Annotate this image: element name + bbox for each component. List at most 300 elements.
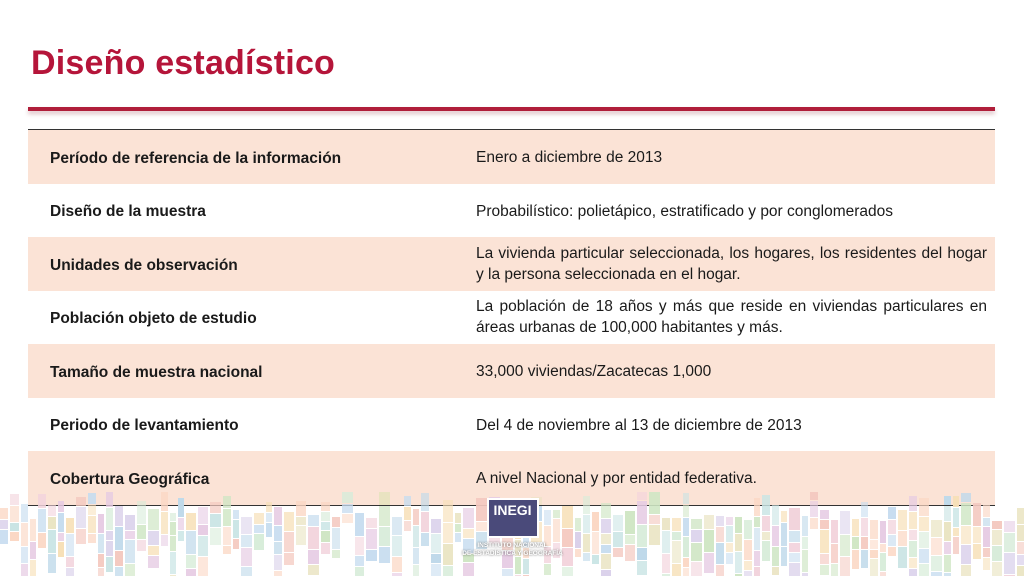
pattern-bar [583, 496, 590, 514]
inegi-logo [455, 498, 570, 574]
pattern-bar [332, 517, 340, 527]
pattern-bar [762, 532, 770, 540]
row-value: Enero a diciembre de 2013 [476, 149, 663, 167]
pattern-bar [223, 496, 231, 508]
pattern-bar [366, 529, 377, 549]
row-value: La población de 18 años y más que reside en viviendas particulares en áreas urbanas de 100,000 habitantes y más. [476, 298, 987, 337]
pattern-bar [919, 517, 929, 531]
pattern-bar [992, 546, 1002, 561]
pattern-bar [321, 502, 330, 511]
pattern-bar [744, 540, 752, 560]
pattern-bar [10, 532, 19, 541]
pattern-bar [355, 556, 364, 566]
pattern-bar [274, 526, 282, 541]
pattern-bar [583, 534, 590, 552]
pattern-bar [592, 532, 599, 554]
pattern-bar [983, 518, 990, 526]
pattern-bar [66, 518, 74, 533]
row-value: Del 4 de noviembre al 13 de diciembre de 2013 [476, 416, 802, 434]
pattern-bar [919, 498, 929, 516]
pattern-bar [137, 501, 146, 524]
pattern-bar [431, 519, 441, 533]
pattern-bar [662, 531, 670, 553]
pattern-bar [840, 511, 850, 534]
pattern-bar [716, 516, 724, 526]
pattern-bar [789, 543, 800, 552]
row-label: Diseño de la muestra [50, 203, 206, 221]
pattern-bar [613, 532, 623, 547]
pattern-bar [76, 497, 86, 506]
pattern-bar [170, 522, 176, 535]
pattern-bar [115, 527, 123, 550]
pattern-bar [98, 534, 104, 553]
pattern-bar [413, 548, 419, 564]
pattern-bar [704, 515, 714, 529]
pattern-bar [66, 534, 74, 556]
pattern-bar [296, 517, 306, 525]
pattern-bar [820, 565, 829, 575]
pattern-bar [716, 543, 724, 564]
title-divider [28, 107, 995, 111]
row-label: Tamaño de muestra nacional [50, 363, 263, 381]
pattern-bar [953, 528, 959, 536]
pattern-bar [870, 550, 878, 558]
row-value: 33,000 viviendas/Zacatecas 1,000 [476, 363, 712, 381]
pattern-bar [125, 540, 135, 563]
pattern-bar [58, 542, 64, 557]
pattern-bar [198, 557, 208, 576]
pattern-bar [683, 505, 689, 517]
pattern-bar [944, 496, 951, 505]
pattern-bar [726, 517, 733, 525]
pattern-bar [161, 512, 168, 534]
pattern-bar [726, 526, 733, 542]
pattern-bar [613, 548, 623, 557]
pattern-bar [321, 512, 330, 521]
pattern-bar [1017, 542, 1024, 554]
pattern-bar [137, 525, 146, 539]
pattern-bar [21, 547, 28, 563]
pattern-bar [106, 541, 113, 556]
logo-mark: INEGI [487, 498, 539, 538]
pattern-bar [413, 565, 419, 576]
pattern-bar [404, 521, 411, 531]
pattern-bar [840, 557, 850, 576]
pattern-bar [1017, 566, 1024, 576]
pattern-bar [1017, 555, 1024, 565]
pattern-bar [601, 554, 611, 569]
pattern-bar [404, 496, 411, 506]
pattern-bar [254, 525, 264, 533]
pattern-bar [115, 567, 123, 576]
logo-line-2: DE ESTADÍSTICA Y GEOGRAFÍA [462, 550, 563, 557]
pattern-bar [704, 553, 714, 573]
row-label: Periodo de levantamiento [50, 417, 239, 435]
pattern-bar [10, 494, 19, 505]
pattern-bar [379, 547, 390, 563]
pattern-bar [662, 518, 670, 530]
pattern-bar [106, 531, 113, 540]
design-table [28, 129, 995, 506]
pattern-bar [178, 531, 184, 541]
pattern-bar [254, 534, 264, 550]
pattern-bar [125, 515, 135, 530]
pattern-bar [744, 520, 752, 539]
pattern-bar [683, 518, 689, 536]
pattern-bar [613, 515, 623, 531]
pattern-bar [413, 526, 419, 547]
pattern-bar [421, 533, 429, 546]
pattern-bar [802, 550, 808, 572]
row-label: Población objeto de estudio [50, 310, 257, 328]
pattern-bar [973, 527, 981, 543]
pattern-bar [880, 521, 886, 543]
pattern-bar [1004, 521, 1015, 532]
pattern-bar [820, 520, 829, 529]
pattern-bar [48, 530, 56, 553]
pattern-bar [431, 564, 441, 576]
row-label: Unidades de observación [50, 256, 238, 274]
pattern-bar [672, 518, 681, 531]
row-value: A nivel Nacional y por entidad federativa. [476, 470, 757, 488]
pattern-bar [992, 530, 1002, 545]
pattern-bar [274, 507, 282, 525]
pattern-bar [931, 520, 942, 537]
pattern-bar [583, 553, 590, 561]
pattern-bar [820, 530, 829, 553]
pattern-bar [953, 496, 959, 507]
pattern-bar [366, 518, 377, 528]
pattern-bar [210, 528, 221, 545]
pattern-bar [88, 493, 96, 504]
pattern-bar [342, 514, 353, 523]
pattern-bar [961, 493, 971, 502]
pattern-bar [772, 505, 779, 525]
pattern-bar [148, 546, 159, 555]
pattern-bar [58, 501, 64, 512]
pattern-bar [115, 551, 123, 566]
pattern-bar [186, 513, 196, 530]
pattern-bar [726, 543, 733, 552]
pattern-bar [953, 537, 959, 554]
pattern-bar [443, 566, 453, 576]
pattern-bar [342, 504, 353, 513]
pattern-bar [983, 548, 990, 557]
pattern-bar [30, 519, 36, 541]
pattern-bar [115, 506, 123, 526]
pattern-bar [772, 526, 779, 546]
pattern-bar [909, 541, 917, 557]
pattern-bar [266, 523, 272, 537]
pattern-bar [944, 522, 951, 541]
pattern-bar [672, 532, 681, 540]
pattern-bar [161, 535, 168, 546]
pattern-bar [443, 500, 453, 522]
pattern-bar [355, 537, 364, 555]
pattern-bar [178, 518, 184, 530]
pattern-bar [861, 550, 868, 568]
pattern-bar [0, 508, 8, 519]
pattern-bar [789, 531, 800, 542]
pattern-bar [308, 527, 319, 549]
pattern-bar [178, 498, 184, 517]
pattern-bar [898, 510, 907, 530]
pattern-bar [810, 518, 818, 529]
pattern-bar [888, 507, 896, 519]
pattern-bar [781, 523, 787, 546]
pattern-bar [802, 516, 808, 536]
pattern-bar [810, 492, 818, 500]
pattern-bar [789, 563, 800, 576]
pattern-bar [379, 506, 390, 526]
pattern-bar [953, 508, 959, 527]
pattern-bar [637, 501, 647, 524]
pattern-bar [973, 503, 981, 526]
pattern-bar [637, 561, 647, 575]
pattern-bar [754, 551, 760, 566]
pattern-bar [10, 506, 19, 522]
pattern-bar [944, 542, 951, 554]
pattern-bar [274, 571, 282, 576]
pattern-bar [601, 534, 611, 544]
pattern-bar [637, 492, 647, 500]
row-label: Cobertura Geográfica [50, 470, 210, 488]
pattern-bar [637, 548, 647, 560]
pattern-bar [691, 562, 702, 576]
pattern-bar [672, 541, 681, 563]
pattern-bar [48, 517, 56, 529]
pattern-bar [98, 514, 104, 533]
pattern-bar [0, 520, 8, 529]
pattern-bar [10, 523, 19, 531]
pattern-bar [0, 530, 8, 544]
pattern-bar [210, 502, 221, 513]
pattern-bar [266, 513, 272, 522]
pattern-bar [649, 525, 660, 545]
pattern-bar [880, 544, 886, 552]
pattern-bar [186, 555, 196, 568]
pattern-bar [392, 517, 402, 535]
pattern-bar [852, 519, 859, 536]
pattern-bar [21, 564, 28, 576]
pattern-bar [48, 505, 56, 516]
pattern-bar [321, 531, 330, 542]
pattern-bar [672, 564, 681, 576]
pattern-bar [789, 553, 800, 562]
pattern-bar [575, 532, 581, 548]
pattern-bar [88, 516, 96, 533]
pattern-bar [704, 530, 714, 552]
pattern-bar [404, 507, 411, 520]
pattern-bar [274, 555, 282, 570]
pattern-bar [241, 567, 252, 576]
pattern-bar [880, 553, 886, 571]
pattern-bar [106, 557, 113, 572]
pattern-bar [683, 568, 689, 576]
pattern-bar [762, 495, 770, 515]
pattern-bar [802, 537, 808, 549]
pattern-bar [754, 567, 760, 576]
pattern-bar [223, 509, 231, 526]
pattern-bar [909, 496, 917, 511]
pattern-bar [909, 530, 917, 540]
pattern-bar [691, 519, 702, 529]
pattern-bar [366, 550, 377, 561]
pattern-bar [125, 564, 135, 576]
pattern-bar [840, 535, 850, 556]
pattern-bar [831, 544, 838, 563]
pattern-bar [592, 512, 599, 531]
pattern-bar [744, 571, 752, 576]
pattern-bar [744, 561, 752, 570]
pattern-bar [284, 553, 294, 565]
table-row [28, 130, 995, 184]
pattern-bar [88, 505, 96, 515]
pattern-bar [716, 565, 724, 576]
pattern-bar [754, 517, 760, 527]
pattern-bar [909, 569, 917, 576]
pattern-bar [575, 549, 581, 557]
pattern-bar [254, 513, 264, 524]
pattern-bar [1017, 508, 1024, 524]
pattern-bar [76, 507, 86, 528]
pattern-bar [880, 572, 886, 576]
table-row [28, 291, 995, 345]
pattern-bar [919, 532, 929, 548]
pattern-bar [861, 518, 868, 536]
pattern-bar [888, 547, 896, 556]
pattern-bar [66, 557, 74, 567]
pattern-bar [148, 556, 159, 568]
pattern-bar [284, 512, 294, 531]
logo-line-1: INSTITUTO NACIONAL [477, 542, 548, 549]
pattern-bar [421, 512, 429, 532]
pattern-bar [592, 555, 599, 564]
pattern-bar [831, 564, 838, 576]
pattern-bar [781, 547, 787, 566]
pattern-bar [210, 514, 221, 527]
pattern-bar [649, 492, 660, 514]
pattern-bar [898, 547, 907, 568]
pattern-bar [831, 520, 838, 543]
pattern-bar [683, 537, 689, 557]
pattern-bar [810, 501, 818, 517]
pattern-bar [48, 554, 56, 573]
slide-title: Diseño estadístico [31, 44, 336, 82]
pattern-bar [944, 506, 951, 521]
pattern-bar [431, 554, 441, 563]
pattern-bar [355, 513, 364, 536]
pattern-bar [58, 513, 64, 532]
pattern-bar [308, 550, 319, 564]
pattern-bar [931, 556, 942, 571]
pattern-bar [735, 534, 742, 551]
pattern-bar [443, 544, 453, 565]
row-label: Período de referencia de la información [50, 149, 342, 167]
pattern-bar [762, 541, 770, 561]
pattern-bar [233, 539, 239, 549]
pattern-bar [735, 517, 742, 533]
pattern-bar [106, 508, 113, 530]
pattern-bar [296, 526, 306, 545]
pattern-bar [296, 501, 306, 516]
pattern-bar [148, 509, 159, 530]
pattern-bar [625, 535, 635, 544]
pattern-bar [625, 511, 635, 534]
pattern-bar [789, 508, 800, 530]
pattern-bar [992, 562, 1002, 576]
pattern-bar [379, 527, 390, 546]
pattern-bar [637, 525, 647, 547]
pattern-bar [691, 530, 702, 542]
pattern-bar [413, 509, 419, 525]
pattern-bar [443, 523, 453, 543]
table-row [28, 344, 995, 398]
pattern-bar [762, 516, 770, 531]
pattern-bar [125, 531, 135, 539]
pattern-bar [332, 550, 340, 558]
pattern-bar [30, 542, 36, 559]
logo-text [455, 542, 570, 558]
pattern-bar [431, 534, 441, 553]
pattern-bar [820, 554, 829, 564]
pattern-bar [421, 493, 429, 511]
pattern-bar [1004, 533, 1015, 552]
pattern-bar [601, 503, 611, 518]
pattern-bar [983, 527, 990, 547]
pattern-bar [233, 510, 239, 519]
pattern-bar [161, 492, 168, 511]
pattern-bar [379, 492, 390, 505]
pattern-bar [575, 518, 581, 531]
pattern-bar [58, 533, 64, 541]
pattern-bar [919, 549, 929, 563]
pattern-bar [1017, 525, 1024, 541]
pattern-bar [992, 521, 1002, 529]
pattern-bar [754, 528, 760, 550]
row-value: La vivienda particular seleccionada, los hogares, los residentes del hogar y la persona seleccionada en el hogar. [476, 244, 987, 283]
pattern-bar [308, 565, 319, 575]
pattern-bar [266, 502, 272, 512]
table-row [28, 237, 995, 291]
pattern-bar [961, 526, 971, 544]
pattern-bar [898, 531, 907, 546]
pattern-bar [274, 542, 282, 554]
pattern-bar [241, 535, 252, 547]
pattern-bar [601, 570, 611, 576]
pattern-bar [919, 564, 929, 576]
pattern-bar [944, 555, 951, 572]
pattern-bar [76, 529, 86, 544]
pattern-bar [909, 512, 917, 529]
pattern-bar [754, 498, 760, 516]
pattern-bar [342, 492, 353, 503]
pattern-bar [241, 517, 252, 534]
pattern-bar [649, 515, 660, 524]
pattern-bar [691, 543, 702, 561]
pattern-bar [98, 568, 104, 576]
pattern-bar [392, 536, 402, 556]
pattern-bar [772, 547, 779, 566]
pattern-bar [931, 572, 942, 576]
pattern-bar [583, 515, 590, 533]
pattern-bar [170, 513, 176, 521]
table-row [28, 184, 995, 238]
pattern-bar [983, 505, 990, 517]
pattern-bar [148, 531, 159, 545]
pattern-bar [870, 520, 878, 539]
pattern-bar [38, 494, 46, 508]
